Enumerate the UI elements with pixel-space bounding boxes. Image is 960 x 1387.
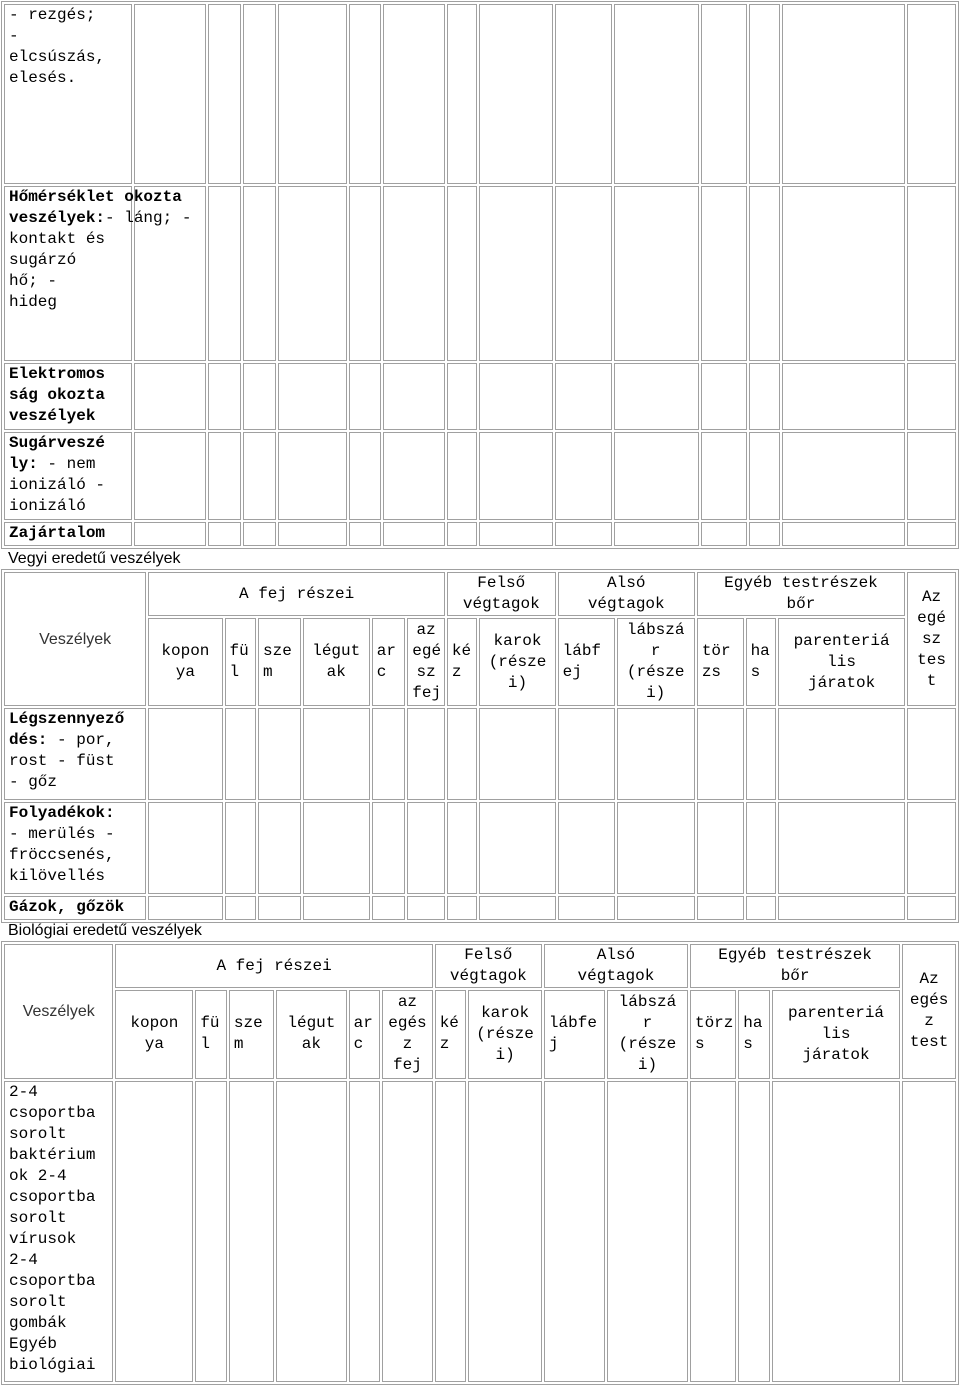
empty-cell (479, 802, 555, 894)
empty-cell (372, 802, 406, 894)
empty-cell (555, 522, 611, 546)
empty-cell (907, 432, 956, 520)
empty-cell (614, 4, 699, 184)
empty-cell (614, 186, 699, 362)
empty-cell (195, 1081, 227, 1382)
empty-cell (701, 4, 747, 184)
header-row (4, 944, 956, 988)
header-head-parts: A fej részei (148, 572, 445, 616)
header-parenteral: parenteriá lis járatok (778, 618, 905, 706)
empty-cell (555, 186, 611, 362)
table-row (4, 363, 956, 430)
hazard-cell: Légszennyező dés: - por, rost - füst - gőz (4, 708, 146, 800)
header-airways: légut ak (276, 990, 347, 1078)
empty-cell (772, 1081, 900, 1382)
empty-cell (243, 363, 276, 430)
empty-cell (749, 363, 780, 430)
empty-cell (349, 522, 381, 546)
chemical-hazards-table (1, 569, 959, 923)
empty-cell (907, 4, 956, 184)
empty-cell (479, 896, 555, 920)
header-skull: kopon ya (148, 618, 222, 706)
empty-cell (407, 896, 445, 920)
empty-cell (278, 186, 348, 362)
empty-cell (749, 522, 780, 546)
empty-cell (447, 432, 478, 520)
empty-cell (349, 186, 381, 362)
header-foot: lábf ej (558, 618, 615, 706)
header-eye: sze m (258, 618, 301, 706)
empty-cell (372, 708, 406, 800)
empty-cell (746, 802, 776, 894)
empty-cell (617, 896, 695, 920)
header-airways: légut ak (303, 618, 370, 706)
empty-cell (134, 363, 206, 430)
empty-cell (225, 896, 257, 920)
header-ear: fü l (195, 990, 227, 1078)
empty-cell (208, 432, 241, 520)
empty-cell (778, 708, 905, 800)
empty-cell (479, 4, 553, 184)
header-whole-body: Az egés z test (902, 944, 956, 1079)
empty-cell (749, 186, 780, 362)
hazard-cell: Elektromos ság okozta veszélyek (4, 363, 132, 430)
empty-cell (558, 708, 615, 800)
header-upper-limbs: Felső végtagok (435, 944, 542, 988)
empty-cell (782, 186, 905, 362)
hazard-cell: 2-4 csoportba sorolt baktérium ok 2-4 csoportba sorolt vírusok 2-4 csoportba sorolt gombák Egyéb biológiai (4, 1081, 113, 1382)
header-ear: fü l (225, 618, 257, 706)
empty-cell (435, 1081, 467, 1382)
empty-cell (225, 802, 257, 894)
empty-cell (303, 708, 370, 800)
empty-cell (738, 1081, 770, 1382)
empty-cell (447, 896, 477, 920)
empty-cell (479, 522, 553, 546)
header-torso: tör zs (697, 618, 744, 706)
empty-cell (746, 896, 776, 920)
header-row (4, 990, 956, 1078)
empty-cell (225, 708, 257, 800)
empty-cell (134, 4, 206, 184)
header-whole-body: Az egé sz tes t (907, 572, 956, 706)
empty-cell (558, 802, 615, 894)
empty-cell (479, 432, 553, 520)
empty-cell (349, 1081, 381, 1382)
header-upper-limbs: Felső végtagok (447, 572, 556, 616)
empty-cell (746, 708, 776, 800)
empty-cell (407, 708, 445, 800)
empty-cell (243, 4, 276, 184)
header-hand: ké z (447, 618, 477, 706)
empty-cell (907, 708, 956, 800)
empty-cell (782, 4, 905, 184)
empty-cell (555, 4, 611, 184)
header-whole-head: az egés z fej (382, 990, 433, 1078)
empty-cell (902, 1081, 956, 1382)
table-row (4, 522, 956, 546)
empty-cell (383, 186, 445, 362)
hazard-cell: Folyadékok: - merülés - fröccsenés, kilövellés (4, 802, 146, 894)
empty-cell (607, 1081, 688, 1382)
empty-cell (447, 363, 478, 430)
empty-cell (148, 708, 222, 800)
empty-cell (447, 4, 478, 184)
empty-cell (278, 363, 348, 430)
empty-cell (617, 708, 695, 800)
empty-cell (349, 363, 381, 430)
section-title-chemical: Vegyi eredetű veszélyek (8, 550, 181, 567)
empty-cell (701, 522, 747, 546)
empty-cell (258, 708, 301, 800)
empty-cell (468, 1081, 542, 1382)
empty-cell (749, 432, 780, 520)
empty-cell (383, 4, 445, 184)
section-title-biological: Biológiai eredetű veszélyek (8, 922, 202, 939)
empty-cell (278, 522, 348, 546)
table-row (4, 432, 956, 520)
physical-hazards-table (1, 1, 959, 549)
header-head-parts: A fej részei (115, 944, 432, 988)
hazard-cell: - rezgés; - elcsúszás, elesés. (4, 4, 132, 184)
header-face: ar c (349, 990, 381, 1078)
empty-cell (407, 802, 445, 894)
empty-cell (558, 896, 615, 920)
empty-cell (617, 802, 695, 894)
empty-cell (614, 522, 699, 546)
empty-cell (383, 432, 445, 520)
empty-cell (134, 522, 206, 546)
header-eye: sze m (229, 990, 274, 1078)
header-hazards: Veszélyek (4, 572, 146, 706)
empty-cell (208, 363, 241, 430)
empty-cell (701, 432, 747, 520)
empty-cell (303, 802, 370, 894)
empty-cell (372, 896, 406, 920)
empty-cell (349, 4, 381, 184)
hazard-cell: Gázok, gőzök (4, 896, 146, 920)
empty-cell (276, 1081, 347, 1382)
empty-cell (614, 363, 699, 430)
empty-cell (208, 4, 241, 184)
table-row (4, 896, 956, 920)
empty-cell (303, 896, 370, 920)
empty-cell (782, 432, 905, 520)
empty-cell (690, 1081, 736, 1382)
header-torso: törz s (690, 990, 736, 1078)
empty-cell (907, 802, 956, 894)
header-hand: ké z (435, 990, 467, 1078)
empty-cell (907, 186, 956, 362)
empty-cell (697, 896, 744, 920)
empty-cell (749, 4, 780, 184)
empty-cell (555, 363, 611, 430)
header-row (4, 572, 956, 616)
table-row (4, 4, 956, 184)
empty-cell (447, 802, 477, 894)
empty-cell (258, 802, 301, 894)
empty-cell (134, 432, 206, 520)
empty-cell (544, 1081, 605, 1382)
header-leg: lábszá r (része i) (617, 618, 695, 706)
empty-cell (701, 186, 747, 362)
empty-cell (243, 186, 276, 362)
empty-cell (148, 896, 222, 920)
empty-cell (278, 432, 348, 520)
header-abdomen: ha s (738, 990, 770, 1078)
header-other-parts: Egyéb testrészek bőr (690, 944, 900, 988)
empty-cell (382, 1081, 433, 1382)
empty-cell (115, 1081, 193, 1382)
empty-cell (258, 896, 301, 920)
empty-cell (208, 186, 241, 362)
hazard-cell: Zajártalom (4, 522, 132, 546)
empty-cell (697, 802, 744, 894)
table-row (4, 708, 956, 800)
hazard-cell: Sugárveszé ly: - nem ionizáló - ionizáló (4, 432, 132, 520)
empty-cell (208, 522, 241, 546)
empty-cell (479, 363, 553, 430)
header-arms: karok (része i) (479, 618, 555, 706)
empty-cell (479, 186, 553, 362)
empty-cell (243, 522, 276, 546)
header-skull: kopon ya (115, 990, 193, 1078)
empty-cell (782, 522, 905, 546)
empty-cell (778, 896, 905, 920)
table-row (4, 186, 956, 362)
header-lower-limbs: Alsó végtagok (544, 944, 688, 988)
empty-cell (907, 522, 956, 546)
header-hazards: Veszélyek (4, 944, 113, 1079)
empty-cell (701, 363, 747, 430)
header-foot: lábfe j (544, 990, 605, 1078)
empty-cell (243, 432, 276, 520)
empty-cell (383, 522, 445, 546)
hazard-cell: Hőmérséklet okozta veszélyek:- láng; - kontakt és sugárzó hő; - hideg (4, 186, 132, 362)
empty-cell (479, 708, 555, 800)
empty-cell (907, 896, 956, 920)
header-lower-limbs: Alsó végtagok (558, 572, 695, 616)
header-row (4, 618, 956, 706)
header-face: ar c (372, 618, 406, 706)
table-row (4, 1081, 956, 1382)
header-parenteral: parenteriá lis járatok (772, 990, 900, 1078)
header-leg: lábszá r (része i) (607, 990, 688, 1078)
header-arms: karok (része i) (468, 990, 542, 1078)
header-whole-head: az egé sz fej (407, 618, 445, 706)
empty-cell (447, 708, 477, 800)
empty-cell (782, 363, 905, 430)
empty-cell (778, 802, 905, 894)
table-row (4, 802, 956, 894)
biological-hazards-table (1, 941, 959, 1385)
empty-cell (614, 432, 699, 520)
header-other-parts: Egyéb testrészek bőr (697, 572, 905, 616)
empty-cell (697, 708, 744, 800)
empty-cell (447, 522, 478, 546)
header-abdomen: ha s (746, 618, 776, 706)
empty-cell (383, 363, 445, 430)
empty-cell (349, 432, 381, 520)
empty-cell (278, 4, 348, 184)
empty-cell (907, 363, 956, 430)
empty-cell (555, 432, 611, 520)
empty-cell (229, 1081, 274, 1382)
empty-cell (447, 186, 478, 362)
empty-cell (148, 802, 222, 894)
